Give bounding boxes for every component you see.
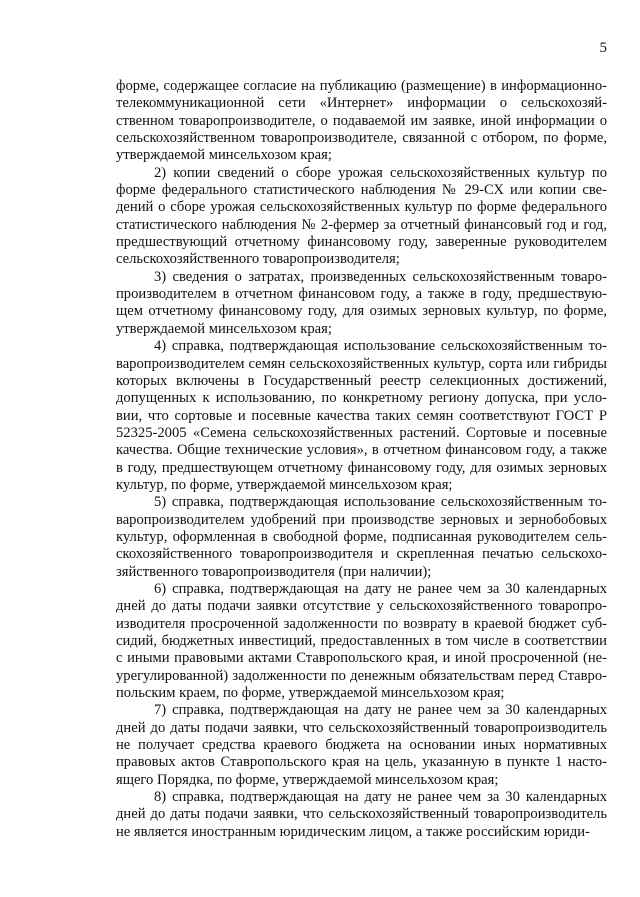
- paragraph-item-5: 5) справка, подтверждающая использование сельскохозяйственным товаропроизводителем удобрений при производстве зерновых и зернобобовых культур, оформленная в свободной форме, подписанная руководителем сельскохозяйственного товаропроизводителя и скрепленная печатью сельскохозяйственного товаропроизводителя (при наличии);: [116, 494, 607, 580]
- page-number: 5: [599, 40, 607, 56]
- paragraph-item-6: 6) справка, подтверждающая на дату не ранее чем за 30 календарных дней до даты подачи заявки отсутствие у сельскохозяйственного товаропроизводителя просроченной задолженности по возврату в краевой бюджет субсидий, бюджетных инвестиций, предоставленных в том числе в соответствии с иными правовыми актами Ставропольского края, и иной просроченной (неурегулированной) задолженности по денежным обязательствам перед Ставропольским краем, по форме, утверждаемой минсельхозом края;: [116, 580, 607, 702]
- paragraph-item-3: 3) сведения о затратах, произведенных сельскохозяйственным товаропроизводителем в отчетном финансовом году, а также в году, предшествующем отчетному финансовому году, для озимых зерновых культур, по форме, утверждаемой минсельхозом края;: [116, 268, 607, 337]
- paragraph-item-4: 4) справка, подтверждающая использование сельскохозяйственным товаропроизводителем семян сельскохозяйственных культур, сорта или гибриды которых включены в Государственный реестр селекционных достижений, допущенных к использованию, по конкретному региону допуска, при условии, что сортовые и посевные качества таких семян соответствуют ГОСТ Р 52325-2005 «Семена сельскохозяйственных растений. Сортовые и посевные качества. Общие технические условия», в отчетном финансовом году, а также в году, предшествующем отчетному финансовому году, для озимых зерновых культур, по форме, утверждаемой минсельхозом края;: [116, 338, 607, 493]
- paragraph-item-8: 8) справка, подтверждающая на дату не ранее чем за 30 календарных дней до даты подачи заявки, что сельскохозяйственный товаропроизводитель не является иностранным юридическим лицом, а также российским юриди-: [116, 789, 607, 840]
- paragraph-item-2: 2) копии сведений о сборе урожая сельскохозяйственных культур по форме федерального статистического наблюдения № 29-СХ или копии сведений о сборе урожая сельскохозяйственных культур по форме федерального статистического наблюдения № 2-фермер за отчетный финансовый год и год, предшествующий отчетному финансовому году, заверенные руководителем сельскохозяйственного товаропроизводителя;: [116, 164, 607, 268]
- paragraph-item-7: 7) справка, подтверждающая на дату не ранее чем за 30 календарных дней до даты подачи заявки, что сельскохозяйственный товаропроизводитель не получает средства краевого бюджета на основании иных нормативных правовых актов Ставропольского края на цель, указанную в пункте 1 настоящего Порядка, по форме, утверждаемой минсельхозом края;: [116, 702, 607, 788]
- paragraph-continuation: форме, содержащее согласие на публикацию (размещение) в информационно-телекоммуникационной сети «Интернет» информации о сельскохозяйственном товаропроизводителе, о подаваемой им заявке, иной информации о сельскохозяйственном товаропроизводителе, связанной с отбором, по форме, утверждаемой минсельхозом края;: [116, 78, 607, 164]
- document-body: [116, 78, 607, 841]
